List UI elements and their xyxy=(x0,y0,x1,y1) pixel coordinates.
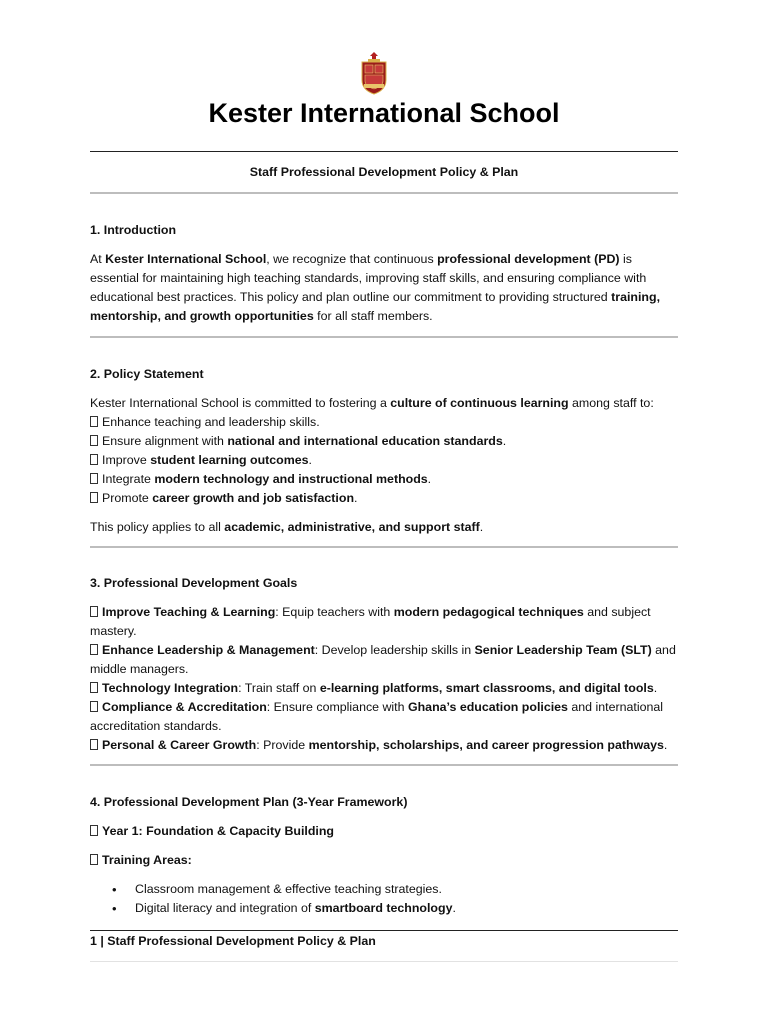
section-divider xyxy=(90,546,678,548)
missing-glyph-icon xyxy=(90,606,98,617)
goal-item: Technology Integration: Train staff on e-learning platforms, smart classrooms, and digital tools. xyxy=(90,679,682,698)
policy-applies: This policy applies to all academic, administrative, and support staff. xyxy=(90,520,484,534)
goal-item: Compliance & Accreditation: Ensure compliance with Ghana’s education policies and international accreditation standards. xyxy=(90,700,664,733)
list-item: Enhance teaching and leadership skills. xyxy=(90,413,682,432)
training-bullets xyxy=(90,880,682,918)
missing-glyph-icon xyxy=(90,435,98,446)
school-name-title: Kester International School xyxy=(208,98,560,128)
section-heading: 3. Professional Development Goals xyxy=(90,576,298,590)
goal-item: Personal & Career Growth: Provide mentorship, scholarships, and career progression pathways. xyxy=(90,736,682,755)
document-title: Staff Professional Development Policy & Plan xyxy=(249,165,519,179)
list-item: Promote career growth and job satisfaction. xyxy=(90,489,682,508)
missing-glyph-icon xyxy=(90,854,98,865)
section-heading: 1. Introduction xyxy=(90,223,177,237)
list-item: • Digital literacy and integration of smartboard technology. xyxy=(90,899,682,918)
intro-paragraph: At Kester International School, we recognize that continuous professional development (PD) is essential for maintaining high teaching standards, improving staff skills, and ensuring compliance with educational best practices. This policy and plan outline our commitment to providing structured training, mentorship, and growth opportunities for all staff members. xyxy=(90,252,661,323)
school-crest-logo xyxy=(359,50,389,96)
section-pd-goals xyxy=(90,574,682,755)
header-rule-top xyxy=(90,151,678,152)
list-item: Integrate modern technology and instructional methods. xyxy=(90,470,682,489)
section-divider xyxy=(90,336,678,338)
missing-glyph-icon xyxy=(90,416,98,427)
footer-rule-bottom xyxy=(90,961,678,962)
header-rule-bottom xyxy=(90,192,678,194)
missing-glyph-icon xyxy=(90,454,98,465)
footer-rule xyxy=(90,930,678,931)
missing-glyph-icon xyxy=(90,701,98,712)
section-heading: 2. Policy Statement xyxy=(90,367,204,381)
section-divider xyxy=(90,764,678,766)
year-heading: Year 1: Foundation & Capacity Building xyxy=(90,822,682,841)
missing-glyph-icon xyxy=(90,492,98,503)
goal-item: Improve Teaching & Learning: Equip teachers with modern pedagogical techniques and subject mastery. xyxy=(90,605,651,638)
section-pd-plan xyxy=(90,793,682,918)
training-areas-heading: Training Areas: xyxy=(90,851,682,870)
section-policy-statement xyxy=(90,365,682,537)
goal-item: Enhance Leadership & Management: Develop leadership skills in Senior Leadership Team (SLT) and middle managers. xyxy=(90,643,676,676)
missing-glyph-icon xyxy=(90,644,98,655)
page-footer: 1 | Staff Professional Development Policy & Plan xyxy=(90,934,376,948)
list-item: • Classroom management & effective teaching strategies. xyxy=(90,880,682,899)
missing-glyph-icon xyxy=(90,682,98,693)
list-item: Improve student learning outcomes. xyxy=(90,451,682,470)
list-item: Ensure alignment with national and international education standards. xyxy=(90,432,682,451)
missing-glyph-icon xyxy=(90,473,98,484)
missing-glyph-icon xyxy=(90,825,98,836)
missing-glyph-icon xyxy=(90,739,98,750)
section-heading: 4. Professional Development Plan (3-Year Framework) xyxy=(90,795,408,809)
policy-lead: Kester International School is committed to fostering a culture of continuous learning among staff to: xyxy=(90,396,654,410)
section-introduction xyxy=(90,221,682,326)
